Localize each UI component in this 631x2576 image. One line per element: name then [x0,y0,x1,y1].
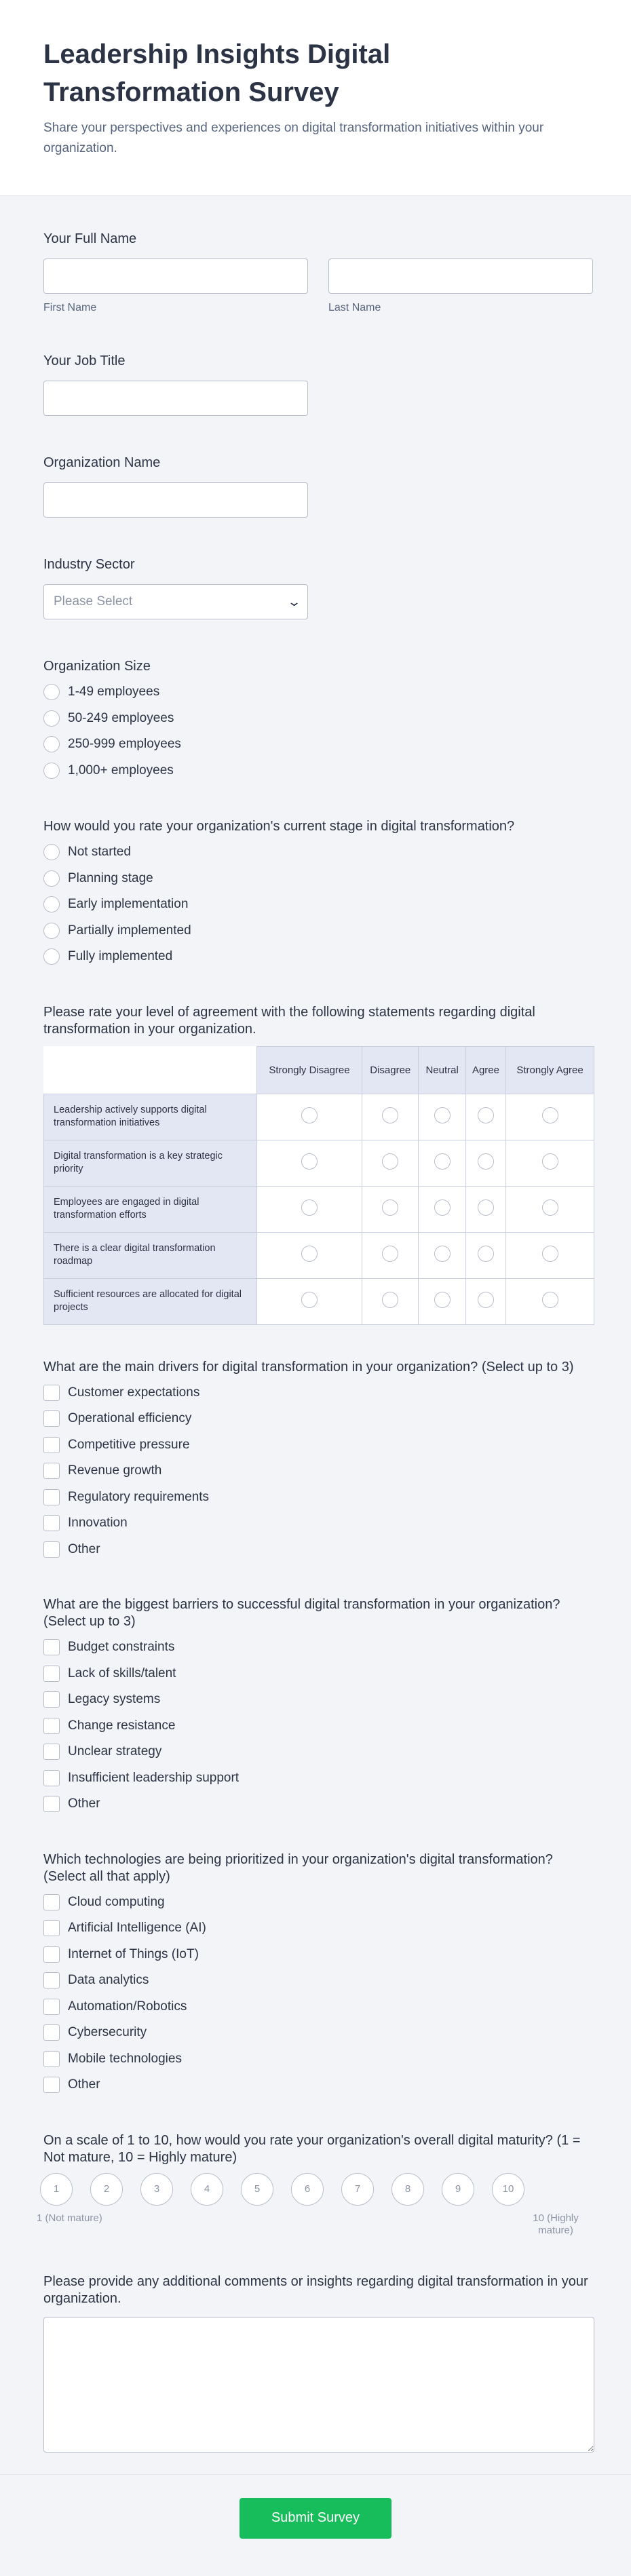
matrix-cell [362,1232,419,1278]
first-name-input[interactable] [43,258,308,294]
checkbox[interactable] [43,1463,60,1479]
checkbox-option[interactable] [43,1994,594,2020]
matrix-cell [419,1278,465,1324]
radio-button[interactable] [43,948,60,965]
form-description: Share your perspectives and experiences on digital transformation initiatives within your organization. [43,121,544,155]
form-title: Leadership Insights Digital Transformation Survey [43,39,391,107]
org-size-label: Organization Size [43,659,151,674]
matrix-cell [506,1094,594,1140]
matrix-radio-button[interactable] [301,1153,318,1170]
matrix-row-label: Employees are engaged in digital transformation efforts [44,1186,257,1232]
maturity-scale-option[interactable]: 8 [391,2173,424,2206]
matrix-radio-button[interactable] [434,1107,451,1123]
organization-label: Organization Name [43,455,161,470]
option-label: Other [68,1541,100,1556]
checkbox[interactable] [43,1541,60,1558]
checkbox[interactable] [43,1920,60,1936]
technologies-field [43,1851,594,2098]
matrix-column-header: Strongly Agree [506,1046,594,1094]
matrix-radio-button[interactable] [301,1199,318,1216]
checkbox-option[interactable] [43,1889,594,1916]
drivers-label: What are the main drivers for digital transformation in your organization? (Select up to 3) [43,1359,574,1374]
last-name-input[interactable] [328,258,593,294]
matrix-radio-button[interactable] [382,1107,398,1123]
checkbox-option[interactable] [43,1634,594,1661]
checkbox-option[interactable] [43,1484,594,1511]
matrix-cell [257,1094,362,1140]
matrix-cell [257,1140,362,1186]
matrix-radio-button[interactable] [434,1199,451,1216]
matrix-row-label: There is a clear digital transformation roadmap [44,1232,257,1278]
option-label: Unclear strategy [68,1744,162,1759]
form-header [0,0,631,196]
matrix-column-header: Agree [465,1046,505,1094]
barriers-options [43,1634,594,1818]
checkbox-option[interactable] [43,1915,594,1942]
matrix-radio-button[interactable] [542,1199,558,1216]
checkbox[interactable] [43,1666,60,1682]
matrix-column-header: Neutral [419,1046,465,1094]
matrix-cell [506,1232,594,1278]
matrix-cell [465,1094,505,1140]
checkbox[interactable] [43,1437,60,1453]
matrix-cell [465,1186,505,1232]
matrix-cell [362,1278,419,1324]
maturity-max-label: 10 (Highly mature) [533,2212,579,2236]
matrix-row [44,1094,594,1140]
technologies-options [43,1889,594,2098]
matrix-cell [465,1140,505,1186]
checkbox-option[interactable] [43,2046,594,2073]
matrix-column-header: Disagree [362,1046,419,1094]
checkbox-option[interactable] [43,1406,594,1432]
radio-option[interactable] [43,866,594,892]
matrix-radio-button[interactable] [478,1153,494,1170]
matrix-radio-button[interactable] [382,1153,398,1170]
option-label: Innovation [68,1516,128,1531]
maturity-scale-option[interactable]: 4 [191,2173,223,2206]
checkbox-option[interactable] [43,2072,594,2098]
radio-button[interactable] [43,870,60,887]
option-label: Regulatory requirements [68,1489,210,1504]
option-label: Other [68,1796,100,1811]
job-title-field [43,352,594,416]
matrix-column-header: Strongly Disagree [257,1046,362,1094]
checkbox[interactable] [43,1691,60,1708]
radio-button[interactable] [43,736,60,752]
radio-button[interactable] [43,710,60,727]
checkbox[interactable] [43,2077,60,2093]
industry-select[interactable] [43,584,308,619]
comments-label: Please provide any additional comments or insights regarding digital transformation in your organization. [43,2273,588,2306]
radio-option[interactable] [43,731,594,758]
matrix-radio-button[interactable] [434,1292,451,1308]
checkbox-option[interactable] [43,1380,594,1406]
matrix-cell [506,1140,594,1186]
matrix-cell [419,1140,465,1186]
checkbox-option[interactable] [43,1432,594,1459]
checkbox[interactable] [43,1796,60,1812]
matrix-radio-button[interactable] [478,1246,494,1262]
checkbox-option[interactable] [43,1942,594,1968]
option-label: Operational efficiency [68,1411,192,1426]
matrix-row-label: Sufficient resources are allocated for digital projects [44,1278,257,1324]
checkbox[interactable] [43,1972,60,1988]
option-label: Data analytics [68,1973,149,1988]
radio-button[interactable] [43,684,60,700]
full-name-field [43,230,594,314]
option-label: 1,000+ employees [68,763,174,777]
technologies-label: Which technologies are being prioritized in your organization's digital transformation? (Select all that apply) [43,1851,553,1884]
option-label: Internet of Things (IoT) [68,1946,199,1961]
matrix-cell [419,1094,465,1140]
maturity-scale-option[interactable]: 9 [442,2173,474,2206]
option-label: Not started [68,845,131,860]
org-size-options [43,679,594,784]
option-label: Change resistance [68,1718,176,1733]
maturity-scale-option[interactable]: 6 [291,2173,324,2206]
maturity-scale-option[interactable]: 1 [40,2173,73,2206]
maturity-scale [43,2173,594,2206]
matrix-radio-button[interactable] [542,1246,558,1262]
checkbox[interactable] [43,1894,60,1910]
option-label: Revenue growth [68,1463,162,1478]
checkbox[interactable] [43,1489,60,1505]
matrix-field [43,1004,594,1325]
matrix-cell [419,1232,465,1278]
option-label: Early implementation [68,897,189,912]
checkbox-option[interactable] [43,2020,594,2046]
checkbox[interactable] [43,1999,60,2015]
checkbox[interactable] [43,1410,60,1427]
matrix-radio-button[interactable] [542,1107,558,1123]
matrix-radio-button[interactable] [301,1107,318,1123]
radio-button[interactable] [43,896,60,912]
survey-form [0,196,631,2453]
checkbox-option[interactable] [43,1765,594,1792]
full-name-label: Your Full Name [43,231,137,246]
matrix-radio-button[interactable] [478,1107,494,1123]
option-label: 1-49 employees [68,685,160,699]
stage-label: How would you rate your organization's current stage in digital transformation? [43,819,515,834]
checkbox[interactable] [43,1639,60,1655]
option-label: 50-249 employees [68,710,174,725]
option-label: Automation/Robotics [68,1999,187,2014]
matrix-cell [362,1186,419,1232]
option-label: Mobile technologies [68,2051,182,2066]
form-footer [0,2474,631,2576]
checkbox-option[interactable] [43,1713,594,1739]
maturity-label: On a scale of 1 to 10, how would you rate your organization's overall digital maturity? (1 = Not mature, 10 = Highly mature) [43,2132,581,2165]
matrix-cell [257,1278,362,1324]
matrix-cell [419,1186,465,1232]
option-label: 250-999 employees [68,737,181,752]
stage-field [43,818,594,970]
radio-button[interactable] [43,923,60,939]
matrix-radio-button[interactable] [434,1153,451,1170]
matrix-row [44,1186,594,1232]
matrix-radio-button[interactable] [382,1246,398,1262]
maturity-scale-option[interactable]: 2 [90,2173,123,2206]
maturity-min-label: 1 (Not mature) [37,2212,102,2224]
checkbox[interactable] [43,1744,60,1760]
comments-textarea[interactable] [43,2317,594,2453]
submit-survey-button[interactable]: Submit Survey [240,2498,391,2539]
matrix-row-label: Leadership actively supports digital transformation initiatives [44,1094,257,1140]
checkbox-option[interactable] [43,1458,594,1484]
checkbox[interactable] [43,2024,60,2041]
maturity-field [37,2132,594,2237]
checkbox-option[interactable] [43,1537,594,1563]
option-label: Cybersecurity [68,2025,147,2040]
maturity-scale-option[interactable]: 10 [492,2173,524,2206]
checkbox[interactable] [43,2051,60,2067]
option-label: Customer expectations [68,1385,200,1400]
option-label: Competitive pressure [68,1437,190,1452]
radio-button[interactable] [43,763,60,779]
matrix-cell [257,1232,362,1278]
radio-option[interactable] [43,944,594,970]
industry-field [43,556,594,619]
checkbox-option[interactable] [43,1739,594,1765]
matrix-row [44,1278,594,1324]
checkbox-option[interactable] [43,1791,594,1818]
option-label: Other [68,2077,100,2092]
job-title-input[interactable] [43,381,308,416]
matrix-corner [44,1046,257,1094]
radio-option[interactable] [43,758,594,784]
job-title-label: Your Job Title [43,353,126,368]
checkbox-option[interactable] [43,1661,594,1687]
matrix-radio-button[interactable] [301,1246,318,1262]
matrix-label: Please rate your level of agreement with the following statements regarding digital transformation in your organization. [43,1004,535,1037]
industry-select-placeholder: Please Select [54,594,133,609]
matrix-row [44,1232,594,1278]
organization-field [43,454,594,518]
checkbox[interactable] [43,1515,60,1531]
option-label: Planning stage [68,870,153,885]
chevron-down-icon: ⌄ [286,594,302,609]
matrix-cell [465,1278,505,1324]
option-label: Fully implemented [68,949,173,964]
radio-option[interactable] [43,839,594,866]
matrix-cell [362,1094,419,1140]
option-label: Cloud computing [68,1894,165,1909]
matrix-radio-button[interactable] [382,1199,398,1216]
matrix-row-label: Digital transformation is a key strategic priority [44,1140,257,1186]
radio-option[interactable] [43,918,594,944]
matrix-row [44,1140,594,1186]
matrix-radio-button[interactable] [478,1199,494,1216]
matrix-cell [257,1186,362,1232]
agreement-matrix [43,1046,594,1325]
checkbox[interactable] [43,1385,60,1401]
option-label: Budget constraints [68,1640,175,1655]
radio-option[interactable] [43,679,594,706]
matrix-radio-button[interactable] [382,1292,398,1308]
matrix-radio-button[interactable] [301,1292,318,1308]
checkbox-option[interactable] [43,1967,594,1994]
matrix-cell [465,1232,505,1278]
stage-options [43,839,594,970]
checkbox-option[interactable] [43,1510,594,1537]
checkbox[interactable] [43,1946,60,1963]
matrix-cell [506,1278,594,1324]
option-label: Legacy systems [68,1692,161,1707]
radio-option[interactable] [43,891,594,918]
org-size-field [43,657,594,784]
checkbox-option[interactable] [43,1687,594,1713]
option-label: Artificial Intelligence (AI) [68,1921,206,1936]
industry-label: Industry Sector [43,557,135,572]
drivers-field [43,1359,594,1563]
first-name-sublabel: First Name [43,302,97,313]
last-name-sublabel: Last Name [328,302,381,313]
maturity-scale-option[interactable]: 3 [140,2173,173,2206]
matrix-radio-button[interactable] [434,1246,451,1262]
barriers-field [43,1596,594,1818]
option-label: Lack of skills/talent [68,1666,176,1680]
option-label: Partially implemented [68,923,191,938]
option-label: Insufficient leadership support [68,1770,240,1785]
organization-input[interactable] [43,482,308,518]
barriers-label: What are the biggest barriers to successful digital transformation in your organization? (Select up to 3) [43,1597,560,1629]
matrix-radio-button[interactable] [542,1292,558,1308]
radio-button[interactable] [43,844,60,860]
comments-field [43,2273,594,2453]
checkbox[interactable] [43,1718,60,1734]
matrix-cell [362,1140,419,1186]
radio-option[interactable] [43,706,594,732]
checkbox[interactable] [43,1770,60,1786]
matrix-cell [506,1186,594,1232]
matrix-radio-button[interactable] [542,1153,558,1170]
maturity-scale-option[interactable]: 7 [341,2173,374,2206]
matrix-radio-button[interactable] [478,1292,494,1308]
maturity-scale-option[interactable]: 5 [241,2173,273,2206]
drivers-options [43,1380,594,1563]
